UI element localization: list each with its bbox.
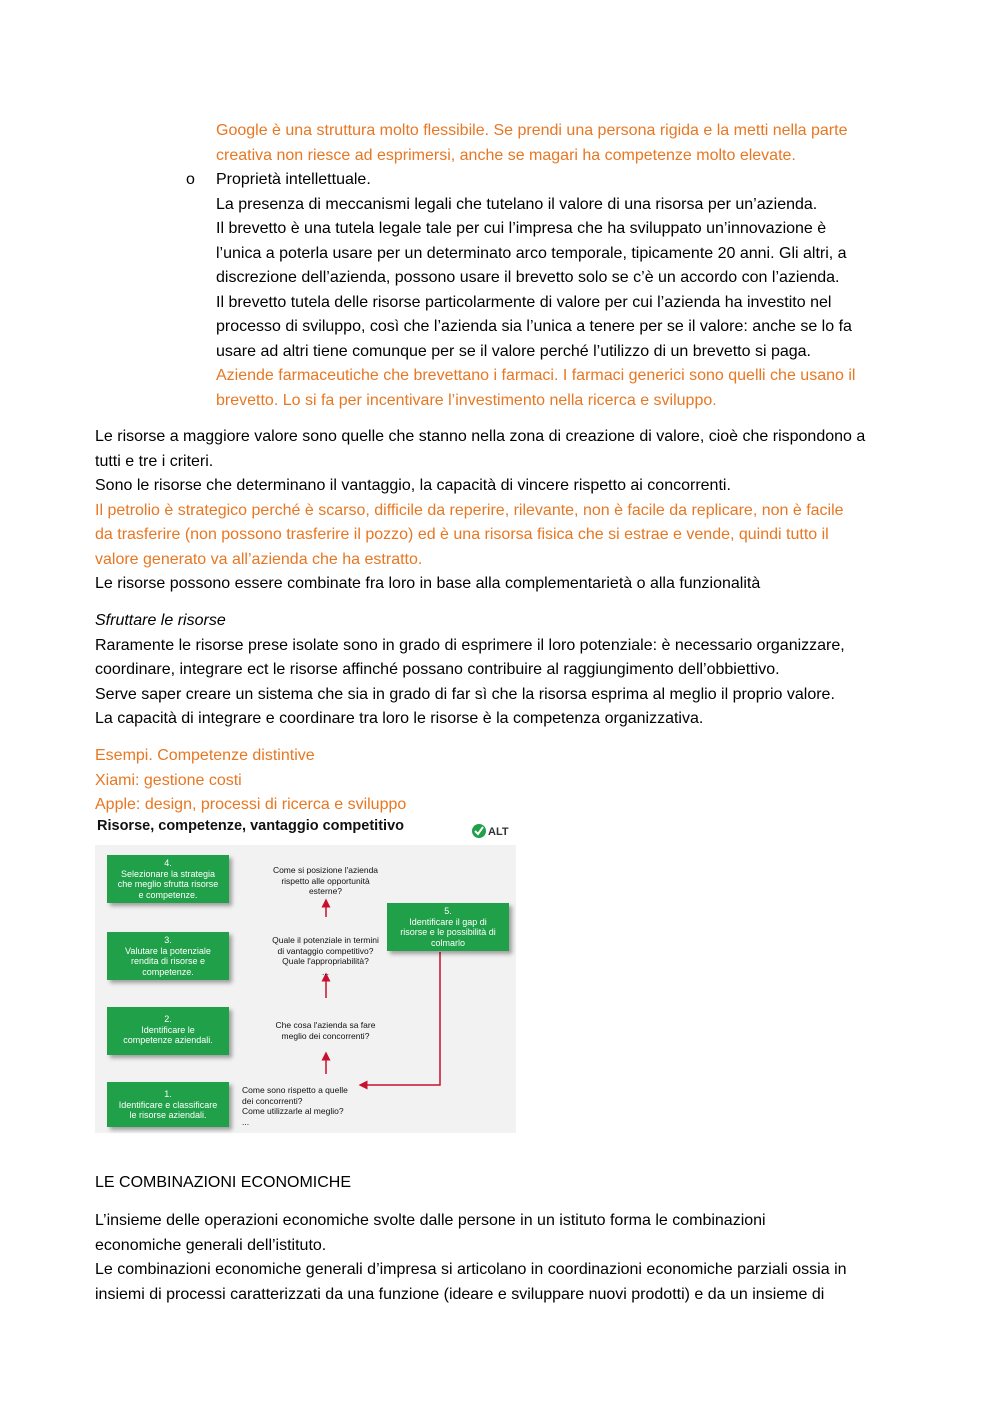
question-line: di vantaggio competitivo? xyxy=(277,945,374,956)
text-line: usare ad altri tiene comunque per se il valore perché l’utilizzo di un brevetto si paga. xyxy=(216,342,811,360)
question-line: Quale l'appropriabilità? xyxy=(282,956,369,966)
sfruttare-section xyxy=(95,609,845,732)
combinations-block xyxy=(95,1209,847,1307)
question-4 xyxy=(243,865,408,897)
text-line: Sono le risorse che determinano il vantaggio, la capacità di vincere rispetto ai concorrenti. xyxy=(95,477,731,494)
question-line: Che cosa l'azienda sa fare xyxy=(275,1020,376,1030)
text-line: creativa non riesce ad esprimersi, anche se magari ha competenze molto elevate. xyxy=(216,146,796,164)
text-line: economiche generali dell’istituto. xyxy=(95,1236,327,1254)
text-line: Le risorse a maggiore valore sono quelle che stanno nella zona di creazione di valore, cioè che rispondono a xyxy=(95,428,866,445)
step-number: 5. xyxy=(444,906,452,916)
text-line: Aziende farmaceutiche che brevettano i farmaci. I farmaci generici sono quelli che usano il xyxy=(216,367,856,384)
text-line: Le combinazioni economiche generali d’impresa si articolano in coordinazioni economiche parziali ossia in xyxy=(95,1261,847,1278)
step-line: Selezionare la strategia xyxy=(120,868,216,879)
step-line: che meglio sfrutta risorse xyxy=(117,879,219,889)
question-line: Quale il potenziale in termini xyxy=(272,935,379,945)
intellectual-property-block xyxy=(216,168,855,413)
question-line: dei concorrenti? xyxy=(242,1095,303,1106)
step-line: Identificare il gap di xyxy=(409,916,487,927)
step-number: 4. xyxy=(164,858,172,868)
step-2-box xyxy=(107,1007,229,1055)
text-line: L’insieme delle operazioni economiche svolte dalle persone in un istituto forma le combinazioni xyxy=(95,1212,766,1229)
text-line: Il petrolio è strategico perché è scarso, difficile da reperire, rilevante, non è facile da replicare, non è facile xyxy=(95,501,844,519)
question-line: Come sono rispetto a quelle xyxy=(242,1085,348,1095)
section-title xyxy=(95,1171,351,1196)
step-number: 3. xyxy=(164,935,172,945)
resources-diagram xyxy=(95,815,516,1133)
question-line: meglio dei concorrenti? xyxy=(281,1030,370,1041)
text-line: valore generato va all’azienda che ha estratto. xyxy=(95,550,423,568)
svg-text:ALT: ALT xyxy=(488,826,509,838)
text-line: processo di sviluppo, così che l’azienda sia l’unica a tenere per se il valore: anche se lo fa xyxy=(216,318,852,335)
section-heading: LE COMBINAZIONI ECONOMICHE xyxy=(95,1174,352,1191)
google-example xyxy=(216,119,847,168)
text-line: Serve saper creare un sistema che sia in grado di far sì che la risorsa esprima al meglio il proprio valore. xyxy=(95,685,835,703)
step-1-box xyxy=(107,1082,229,1127)
step-3-box xyxy=(107,932,229,980)
question-line: Come si posizione l'azienda xyxy=(272,865,379,875)
examples-block xyxy=(95,744,406,818)
text-line: La capacità di integrare e coordinare tra loro le risorse è la competenza organizzativa. xyxy=(95,710,704,727)
question-3 xyxy=(243,935,408,977)
text-line: Le risorse possono essere combinate fra loro in base alla complementarietà o alla funzionalità xyxy=(95,575,761,592)
question-2 xyxy=(243,1020,408,1041)
question-line: ... xyxy=(321,966,330,977)
text-line: brevetto. Lo si fa per incentivare l’investimento nella ricerca e sviluppo. xyxy=(216,391,717,409)
step-line: Valutare la potenziale xyxy=(125,945,211,956)
text-line: Apple: design, processi di ricerca e sviluppo xyxy=(95,796,407,813)
step-line: rendita di risorse e xyxy=(130,956,206,966)
text-line: Xiami: gestione costi xyxy=(95,771,242,789)
step-number: 2. xyxy=(164,1014,172,1024)
text-line: l’unica a poterla usare per un determinato arco temporale, tipicamente 20 anni. Gli altri, a xyxy=(216,244,847,262)
text-line: da trasferire (non possono trasferire il pozzo) ed è una risorsa fisica che si estrae e vende, quindi tutto il xyxy=(95,526,829,543)
question-line: rispetto alle opportunità xyxy=(281,875,370,886)
step-line: risorse e le possibilità di xyxy=(400,927,496,937)
step-line: competenze aziendali. xyxy=(123,1035,213,1045)
text-line: insiemi di processi caratterizzati da una funzione (ideare e sviluppare nuovi prodotti) e da un insieme di xyxy=(95,1285,825,1303)
step-number: 1. xyxy=(164,1089,172,1099)
step-line: le risorse aziendali. xyxy=(129,1110,207,1120)
step-line: Identificare le xyxy=(141,1024,195,1035)
value-resources-block xyxy=(95,425,865,597)
text-line: Il brevetto tutela delle risorse particolarmente di valore per cui l’azienda ha investito nel xyxy=(216,293,832,311)
step-4-box xyxy=(107,855,229,903)
text-line: Raramente le risorse prese isolate sono in grado di esprimere il loro potenziale: è necessario organizzare, xyxy=(95,636,845,654)
bullet-marker: o xyxy=(186,171,195,188)
text-line: coordinare, integrare ect le risorse affinché possano contribuire al raggiungimento dell’obbiettivo. xyxy=(95,661,780,678)
question-line: Come utilizzarle al meglio? xyxy=(242,1106,344,1116)
question-1 xyxy=(242,1085,407,1127)
diagram-title: Risorse, competenze, vantaggio competitivo xyxy=(97,818,404,834)
question-line: ... xyxy=(242,1116,250,1127)
section-subtitle: Sfruttare le risorse xyxy=(95,612,226,629)
text-line: La presenza di meccanismi legali che tutelano il valore di una risorsa per un’azienda. xyxy=(216,195,818,213)
step-line: competenze. xyxy=(142,966,194,977)
step-line: e competenze. xyxy=(138,889,198,900)
text-line: Il brevetto è una tutela legale tale per cui l’impresa che ha sviluppato un’innovazione è xyxy=(216,220,827,237)
step-line: colmarlo xyxy=(430,937,465,948)
text-line: Google è una struttura molto flessibile. Se prendi una persona rigida e la metti nella parte xyxy=(216,122,848,139)
question-line: esterne? xyxy=(308,886,343,896)
text-line: Proprietà intellettuale. xyxy=(216,171,371,188)
step-line: Identificare e classificare xyxy=(118,1099,218,1110)
text-line: discrezione dell’azienda, possono usare il brevetto solo se c’è un accordo con l’azienda. xyxy=(216,269,840,286)
text-line: Esempi. Competenze distintive xyxy=(95,747,315,764)
text-line: tutti e tre i criteri. xyxy=(95,452,214,470)
